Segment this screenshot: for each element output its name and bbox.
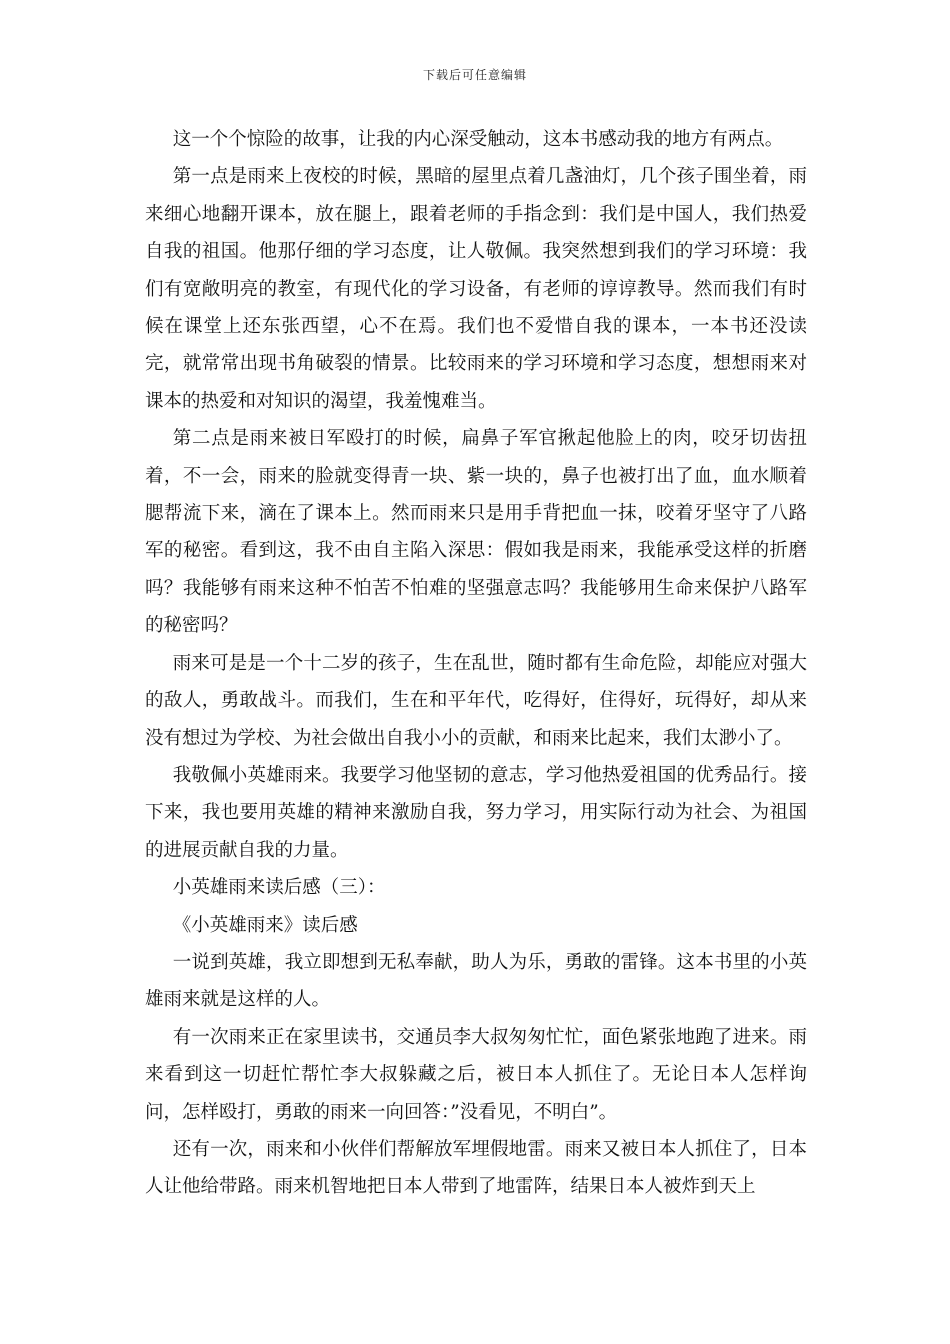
paragraph: 一说到英雄，我立即想到无私奉献，助人为乐，勇敢的雷锋。这本书里的小英雄雨来就是这样的人。: [145, 951, 807, 1011]
paragraph: 有一次雨来正在家里读书，交通员李大叔匆匆忙忙，面色紧张地跑了进来。雨来看到这一切赶忙帮忙李大叔躲藏之后，被日本人抓住了。无论日本人怎样询问，怎样殴打，勇敢的雨来一向回答：”没看见，不明白”。: [145, 1026, 807, 1123]
paragraph: 雨来可是是一个十二岁的孩子，生在乱世，随时都有生命危险，却能应对强大的敌人，勇敢战斗。而我们，生在和平年代，吃得好，住得好，玩得好，却从来没有想过为学校、为社会做出自我小小的贡献，和雨来比起来，我们太渺小了。: [145, 652, 807, 749]
page-header: 下载后可任意编辑: [422, 68, 527, 82]
paragraph: 我敬佩小英雄雨来。我要学习他坚韧的意志，学习他热爱祖国的优秀品行。接下来，我也要用英雄的精神来激励自我，努力学习，用实际行动为社会、为祖国的进展贡献自我的力量。: [145, 764, 807, 861]
paragraph: 第一点是雨来上夜校的时候，黑暗的屋里点着几盏油灯，几个孩子围坐着，雨来细心地翻开课本，放在腿上，跟着老师的手指念到：我们是中国人，我们热爱自我的祖国。他那仔细的学习态度，让人敬佩。我突然想到我们的学习环境：我们有宽敞明亮的教室，有现代化的学习设备，有老师的谆谆教导。然而我们有时候在课堂上还东张西望，心不在焉。我们也不爱惜自我的课本，一本书还没读完，就常常出现书角破裂的情景。比较雨来的学习环境和学习态度，想想雨来对课本的热爱和对知识的渴望，我羞愧难当。: [145, 166, 807, 412]
paragraph: 这一个个惊险的故事，让我的内心深受触动，这本书感动我的地方有两点。: [172, 129, 784, 150]
section-title: 《小英雄雨来》读后感: [172, 914, 358, 936]
section-heading: 小英雄雨来读后感（三）：: [172, 877, 386, 899]
paragraph: 第二点是雨来被日军殴打的时候，扁鼻子军官揪起他脸上的肉，咬牙切齿扭着，不一会，雨来的脸就变得青一块、紫一块的，鼻子也被打出了血，血水顺着腮帮流下来，滴在了课本上。然而雨来只是用手背把血一抹，咬着牙坚守了八路军的秘密。看到这，我不由自主陷入深思：假如我是雨来，我能承受这样的折磨吗？我能够有雨来这种不怕苦不怕难的坚强意志吗？我能够用生命来保护八路军的秘密吗？: [145, 428, 807, 637]
paragraph: 还有一次，雨来和小伙伴们帮解放军埋假地雷。雨来又被日本人抓住了，日本人让他给带路。雨来机智地把日本人带到了地雷阵，结果日本人被炸到天上: [145, 1138, 807, 1198]
document-body: [145, 121, 807, 1206]
